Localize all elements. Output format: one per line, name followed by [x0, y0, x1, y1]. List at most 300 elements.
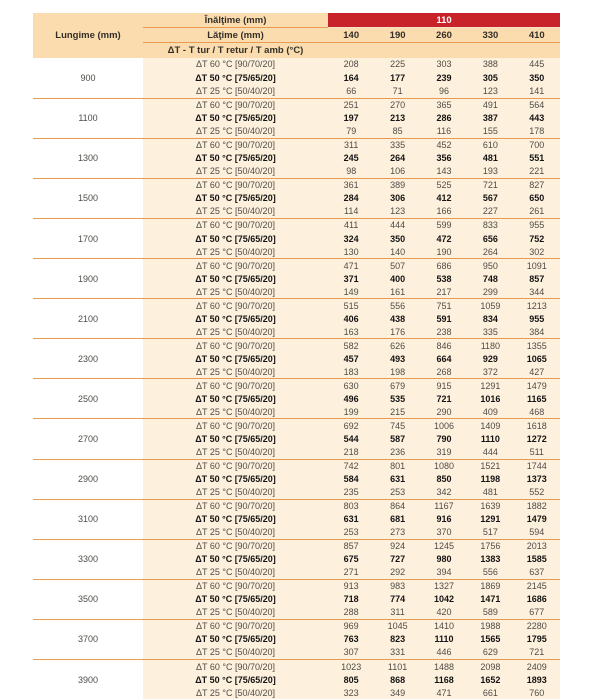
heat-output-value: 833 — [467, 219, 513, 232]
heat-output-value: 290 — [421, 405, 467, 418]
heat-output-value: 496 — [328, 392, 374, 405]
heat-output-value: 803 — [328, 500, 374, 513]
delta-t-label: ΔT 25 °C [50/40/20] — [143, 84, 328, 97]
heat-output-value: 805 — [328, 673, 374, 686]
delta-t-label: ΔT 60 °C [90/70/20] — [143, 259, 328, 272]
heat-output-value: 1686 — [514, 593, 560, 606]
delta-t-label: ΔT 60 °C [90/70/20] — [143, 139, 328, 152]
heat-output-value: 1091 — [514, 259, 560, 272]
heat-output-value: 774 — [374, 593, 420, 606]
heat-output-value: 675 — [328, 553, 374, 566]
heat-output-value: 472 — [421, 232, 467, 245]
heat-output-value: 420 — [421, 606, 467, 619]
heat-output-value: 273 — [374, 526, 420, 539]
heat-output-value: 915 — [421, 379, 467, 392]
delta-t-label: ΔT 50 °C [75/65/20] — [143, 352, 328, 365]
delta-t-label: ΔT 50 °C [75/65/20] — [143, 112, 328, 125]
length-value: 3100 — [33, 500, 143, 539]
heat-output-value: 307 — [328, 646, 374, 659]
heat-output-value: 286 — [421, 112, 467, 125]
length-value: 2700 — [33, 419, 143, 458]
heat-output-value: 1059 — [467, 299, 513, 312]
heat-output-value: 700 — [514, 139, 560, 152]
heat-output-value: 1110 — [467, 432, 513, 445]
heat-output-value: 261 — [514, 205, 560, 218]
heat-output-value: 79 — [328, 125, 374, 138]
delta-t-label: ΔT 50 °C [75/65/20] — [143, 392, 328, 405]
heat-output-value: 507 — [374, 259, 420, 272]
length-value: 900 — [33, 58, 143, 98]
heat-output-value: 302 — [514, 245, 560, 258]
heat-output-value: 344 — [514, 285, 560, 298]
heat-output-value: 742 — [328, 460, 374, 473]
heat-output-value: 239 — [421, 71, 467, 84]
heat-output-value: 517 — [467, 526, 513, 539]
heat-output-value: 349 — [374, 686, 420, 699]
heat-output-value: 515 — [328, 299, 374, 312]
length-value: 2300 — [33, 339, 143, 378]
heat-output-value: 1795 — [514, 633, 560, 646]
heat-output-value: 1291 — [467, 379, 513, 392]
heat-output-value: 1110 — [421, 633, 467, 646]
heat-output-value: 253 — [328, 526, 374, 539]
delta-t-label: ΔT 25 °C [50/40/20] — [143, 325, 328, 338]
heat-output-value: 857 — [328, 540, 374, 553]
heat-output-value: 284 — [328, 192, 374, 205]
heat-output-value: 85 — [374, 125, 420, 138]
heat-output-value: 745 — [374, 419, 420, 432]
heat-output-value: 319 — [421, 446, 467, 459]
heat-output-value: 1756 — [467, 540, 513, 553]
heat-output-value: 370 — [421, 526, 467, 539]
heat-output-value: 950 — [467, 259, 513, 272]
heat-output-value: 471 — [328, 259, 374, 272]
heat-output-value: 400 — [374, 272, 420, 285]
heat-output-value: 1291 — [467, 513, 513, 526]
heat-output-value: 208 — [328, 58, 374, 71]
heat-output-value: 445 — [514, 58, 560, 71]
height-value-band: 110 — [328, 13, 560, 28]
heat-output-value: 664 — [421, 352, 467, 365]
heat-output-value: 1167 — [421, 500, 467, 513]
heat-output-value: 721 — [514, 646, 560, 659]
delta-t-label: ΔT 60 °C [90/70/20] — [143, 500, 328, 513]
heat-output-value: 218 — [328, 446, 374, 459]
heat-output-value: 1479 — [514, 513, 560, 526]
heat-output-value: 235 — [328, 486, 374, 499]
heat-output-value: 1245 — [421, 540, 467, 553]
heat-output-value: 544 — [328, 432, 374, 445]
delta-t-label: ΔT 50 °C [75/65/20] — [143, 633, 328, 646]
length-group-3300 — [33, 539, 560, 579]
heat-output-value: 164 — [328, 71, 374, 84]
heat-output-value: 155 — [467, 125, 513, 138]
heat-output-value: 245 — [328, 152, 374, 165]
length-value: 1300 — [33, 139, 143, 178]
delta-t-row-header: ΔT - T tur / T retur / T amb (°C) — [143, 43, 328, 58]
heat-output-value: 591 — [421, 312, 467, 325]
heat-output-value: 857 — [514, 272, 560, 285]
heat-output-value: 371 — [328, 272, 374, 285]
delta-t-label: ΔT 25 °C [50/40/20] — [143, 245, 328, 258]
heat-output-value: 2145 — [514, 580, 560, 593]
header-filler — [328, 43, 560, 58]
heat-output-value: 446 — [421, 646, 467, 659]
heat-output-value: 443 — [514, 112, 560, 125]
heat-output-value: 631 — [328, 513, 374, 526]
delta-t-label: ΔT 60 °C [90/70/20] — [143, 219, 328, 232]
heat-output-value: 123 — [374, 205, 420, 218]
heat-output-value: 594 — [514, 526, 560, 539]
length-group-2500 — [33, 378, 560, 418]
heat-output-value: 681 — [374, 513, 420, 526]
heat-output-value: 438 — [374, 312, 420, 325]
length-group-3100 — [33, 499, 560, 539]
heat-output-value: 183 — [328, 365, 374, 378]
heat-output-value: 1988 — [467, 620, 513, 633]
heat-output-value: 106 — [374, 165, 420, 178]
heat-output-value: 631 — [374, 473, 420, 486]
length-value: 3700 — [33, 620, 143, 659]
heat-output-value: 587 — [374, 432, 420, 445]
heat-output-value: 650 — [514, 192, 560, 205]
heat-output-value: 299 — [467, 285, 513, 298]
heat-output-value: 198 — [374, 365, 420, 378]
heat-output-value: 116 — [421, 125, 467, 138]
heat-output-value: 481 — [467, 152, 513, 165]
table-body — [33, 58, 560, 700]
heat-output-value: 163 — [328, 325, 374, 338]
delta-t-label: ΔT 60 °C [90/70/20] — [143, 179, 328, 192]
heat-output-value: 292 — [374, 566, 420, 579]
heat-output-value: 552 — [514, 486, 560, 499]
heat-output-value: 2098 — [467, 660, 513, 673]
heat-output-value: 177 — [374, 71, 420, 84]
heat-output-value: 225 — [374, 58, 420, 71]
heat-output-value: 268 — [421, 365, 467, 378]
heat-output-value: 270 — [374, 99, 420, 112]
heat-output-value: 538 — [421, 272, 467, 285]
heat-output-value: 511 — [514, 446, 560, 459]
delta-t-label: ΔT 60 °C [90/70/20] — [143, 99, 328, 112]
heat-output-value: 251 — [328, 99, 374, 112]
heat-output-value: 801 — [374, 460, 420, 473]
heat-output-value: 718 — [328, 593, 374, 606]
heat-output-value: 288 — [328, 606, 374, 619]
delta-t-label: ΔT 60 °C [90/70/20] — [143, 460, 328, 473]
heat-output-value: 264 — [374, 152, 420, 165]
heat-output-value: 551 — [514, 152, 560, 165]
heat-output-value: 123 — [467, 84, 513, 97]
delta-t-label: ΔT 60 °C [90/70/20] — [143, 580, 328, 593]
delta-t-label: ΔT 50 °C [75/65/20] — [143, 513, 328, 526]
heat-output-value: 763 — [328, 633, 374, 646]
heat-output-value: 1383 — [467, 553, 513, 566]
heat-output-value: 306 — [374, 192, 420, 205]
heat-output-value: 468 — [514, 405, 560, 418]
heat-output-value: 1488 — [421, 660, 467, 673]
length-value: 2100 — [33, 299, 143, 338]
heat-output-value: 394 — [421, 566, 467, 579]
length-value: 3500 — [33, 580, 143, 619]
delta-t-label: ΔT 50 °C [75/65/20] — [143, 232, 328, 245]
length-group-1100 — [33, 98, 560, 138]
heat-output-value: 630 — [328, 379, 374, 392]
heat-output-value: 1101 — [374, 660, 420, 673]
radiator-output-table — [33, 13, 560, 699]
heat-output-value: 629 — [467, 646, 513, 659]
heat-output-value: 365 — [421, 99, 467, 112]
length-group-3900 — [33, 659, 560, 699]
heat-output-value: 66 — [328, 84, 374, 97]
length-group-900 — [33, 58, 560, 98]
heat-output-value: 1165 — [514, 392, 560, 405]
heat-output-value: 1409 — [467, 419, 513, 432]
delta-t-label: ΔT 50 °C [75/65/20] — [143, 473, 328, 486]
heat-output-value: 350 — [514, 71, 560, 84]
heat-output-value: 969 — [328, 620, 374, 633]
heat-output-value: 356 — [421, 152, 467, 165]
heat-output-value: 178 — [514, 125, 560, 138]
delta-t-label: ΔT 50 °C [75/65/20] — [143, 152, 328, 165]
heat-output-value: 190 — [421, 245, 467, 258]
heat-output-value: 2280 — [514, 620, 560, 633]
heat-output-value: 149 — [328, 285, 374, 298]
delta-t-label: ΔT 60 °C [90/70/20] — [143, 58, 328, 71]
length-value: 1700 — [33, 219, 143, 258]
heat-output-value: 311 — [374, 606, 420, 619]
heat-output-value: 599 — [421, 219, 467, 232]
delta-t-label: ΔT 50 °C [75/65/20] — [143, 673, 328, 686]
length-group-1900 — [33, 258, 560, 298]
heat-output-value: 444 — [374, 219, 420, 232]
heat-output-value: 457 — [328, 352, 374, 365]
delta-t-label: ΔT 50 °C [75/65/20] — [143, 312, 328, 325]
heat-output-value: 311 — [328, 139, 374, 152]
delta-t-label: ΔT 25 °C [50/40/20] — [143, 686, 328, 699]
heat-output-value: 916 — [421, 513, 467, 526]
delta-t-label: ΔT 50 °C [75/65/20] — [143, 71, 328, 84]
heat-output-value: 388 — [467, 58, 513, 71]
heat-output-value: 409 — [467, 405, 513, 418]
length-group-3700 — [33, 619, 560, 659]
heat-output-value: 215 — [374, 405, 420, 418]
heat-output-value: 491 — [467, 99, 513, 112]
heat-output-value: 335 — [374, 139, 420, 152]
heat-output-value: 199 — [328, 405, 374, 418]
heat-output-value: 323 — [328, 686, 374, 699]
height-row-header: Înălţime (mm) — [143, 13, 328, 28]
heat-output-value: 721 — [421, 392, 467, 405]
heat-output-value: 71 — [374, 84, 420, 97]
delta-t-label: ΔT 50 °C [75/65/20] — [143, 432, 328, 445]
delta-t-label: ΔT 25 °C [50/40/20] — [143, 125, 328, 138]
heat-output-value: 130 — [328, 245, 374, 258]
heat-output-value: 236 — [374, 446, 420, 459]
heat-output-value: 1471 — [467, 593, 513, 606]
length-column-header: Lungime (mm) — [33, 13, 143, 58]
delta-t-label: ΔT 60 °C [90/70/20] — [143, 660, 328, 673]
heat-output-value: 166 — [421, 205, 467, 218]
heat-output-value: 556 — [467, 566, 513, 579]
heat-output-value: 1016 — [467, 392, 513, 405]
heat-output-value: 372 — [467, 365, 513, 378]
heat-output-value: 331 — [374, 646, 420, 659]
heat-output-value: 305 — [467, 71, 513, 84]
heat-output-value: 452 — [421, 139, 467, 152]
heat-output-value: 850 — [421, 473, 467, 486]
heat-output-value: 525 — [421, 179, 467, 192]
heat-output-value: 193 — [467, 165, 513, 178]
heat-output-value: 387 — [467, 112, 513, 125]
heat-output-value: 140 — [374, 245, 420, 258]
heat-output-value: 161 — [374, 285, 420, 298]
heat-output-value: 1198 — [467, 473, 513, 486]
heat-output-value: 677 — [514, 606, 560, 619]
heat-output-value: 253 — [374, 486, 420, 499]
delta-t-label: ΔT 60 °C [90/70/20] — [143, 379, 328, 392]
heat-output-value: 1355 — [514, 339, 560, 352]
heat-output-value: 846 — [421, 339, 467, 352]
heat-output-value: 1065 — [514, 352, 560, 365]
heat-output-value: 834 — [467, 312, 513, 325]
heat-output-value: 929 — [467, 352, 513, 365]
heat-output-value: 564 — [514, 99, 560, 112]
heat-output-value: 1180 — [467, 339, 513, 352]
heat-output-value: 221 — [514, 165, 560, 178]
heat-output-value: 790 — [421, 432, 467, 445]
width-column-190: 190 — [374, 28, 420, 43]
delta-t-label: ΔT 25 °C [50/40/20] — [143, 606, 328, 619]
heat-output-value: 1080 — [421, 460, 467, 473]
delta-t-label: ΔT 25 °C [50/40/20] — [143, 646, 328, 659]
heat-output-value: 637 — [514, 566, 560, 579]
delta-t-label: ΔT 60 °C [90/70/20] — [143, 620, 328, 633]
heat-output-value: 686 — [421, 259, 467, 272]
heat-output-value: 760 — [514, 686, 560, 699]
width-column-410: 410 — [514, 28, 560, 43]
heat-output-value: 213 — [374, 112, 420, 125]
heat-output-value: 868 — [374, 673, 420, 686]
heat-output-value: 1585 — [514, 553, 560, 566]
heat-output-value: 96 — [421, 84, 467, 97]
heat-output-value: 751 — [421, 299, 467, 312]
heat-output-value: 827 — [514, 179, 560, 192]
delta-t-label: ΔT 25 °C [50/40/20] — [143, 566, 328, 579]
heat-output-value: 752 — [514, 232, 560, 245]
heat-output-value: 924 — [374, 540, 420, 553]
heat-output-value: 1479 — [514, 379, 560, 392]
delta-t-label: ΔT 25 °C [50/40/20] — [143, 365, 328, 378]
length-value: 3300 — [33, 540, 143, 579]
heat-output-value: 1023 — [328, 660, 374, 673]
heat-output-value: 271 — [328, 566, 374, 579]
heat-output-value: 656 — [467, 232, 513, 245]
heat-output-value: 721 — [467, 179, 513, 192]
length-group-2900 — [33, 459, 560, 499]
heat-output-value: 324 — [328, 232, 374, 245]
delta-t-label: ΔT 50 °C [75/65/20] — [143, 593, 328, 606]
length-value: 1500 — [33, 179, 143, 218]
heat-output-value: 238 — [421, 325, 467, 338]
delta-t-label: ΔT 50 °C [75/65/20] — [143, 192, 328, 205]
heat-output-value: 481 — [467, 486, 513, 499]
heat-output-value: 493 — [374, 352, 420, 365]
heat-output-value: 584 — [328, 473, 374, 486]
heat-output-value: 264 — [467, 245, 513, 258]
heat-output-value: 342 — [421, 486, 467, 499]
heat-output-value: 389 — [374, 179, 420, 192]
delta-t-label: ΔT 50 °C [75/65/20] — [143, 553, 328, 566]
heat-output-value: 913 — [328, 580, 374, 593]
heat-output-value: 1213 — [514, 299, 560, 312]
width-column-330: 330 — [467, 28, 513, 43]
heat-output-value: 610 — [467, 139, 513, 152]
heat-output-value: 303 — [421, 58, 467, 71]
delta-t-label: ΔT 60 °C [90/70/20] — [143, 540, 328, 553]
length-value: 2900 — [33, 460, 143, 499]
length-group-2700 — [33, 418, 560, 458]
delta-t-label: ΔT 25 °C [50/40/20] — [143, 486, 328, 499]
heat-output-value: 983 — [374, 580, 420, 593]
width-row-header: Lăţime (mm) — [143, 28, 328, 43]
heat-output-value: 143 — [421, 165, 467, 178]
heat-output-value: 471 — [421, 686, 467, 699]
width-column-140: 140 — [328, 28, 374, 43]
heat-output-value: 427 — [514, 365, 560, 378]
heat-output-value: 361 — [328, 179, 374, 192]
heat-output-value: 1652 — [467, 673, 513, 686]
length-group-1700 — [33, 218, 560, 258]
heat-output-value: 1042 — [421, 593, 467, 606]
heat-output-value: 1869 — [467, 580, 513, 593]
heat-output-value: 350 — [374, 232, 420, 245]
heat-output-value: 692 — [328, 419, 374, 432]
heat-output-value: 1521 — [467, 460, 513, 473]
heat-output-value: 1744 — [514, 460, 560, 473]
delta-t-label: ΔT 25 °C [50/40/20] — [143, 165, 328, 178]
delta-t-label: ΔT 60 °C [90/70/20] — [143, 339, 328, 352]
delta-t-label: ΔT 25 °C [50/40/20] — [143, 205, 328, 218]
heat-output-value: 1639 — [467, 500, 513, 513]
table-header — [33, 13, 560, 58]
length-value: 3900 — [33, 660, 143, 699]
delta-t-label: ΔT 50 °C [75/65/20] — [143, 272, 328, 285]
heat-output-value: 955 — [514, 312, 560, 325]
heat-output-value: 2409 — [514, 660, 560, 673]
length-group-1300 — [33, 138, 560, 178]
heat-output-value: 556 — [374, 299, 420, 312]
heat-output-value: 176 — [374, 325, 420, 338]
heat-output-value: 727 — [374, 553, 420, 566]
length-group-3500 — [33, 579, 560, 619]
heat-output-value: 980 — [421, 553, 467, 566]
delta-t-label: ΔT 25 °C [50/40/20] — [143, 285, 328, 298]
heat-output-value: 864 — [374, 500, 420, 513]
heat-output-value: 535 — [374, 392, 420, 405]
heat-output-value: 1882 — [514, 500, 560, 513]
heat-output-value: 1327 — [421, 580, 467, 593]
heat-output-value: 227 — [467, 205, 513, 218]
length-group-1500 — [33, 178, 560, 218]
heat-output-value: 1565 — [467, 633, 513, 646]
heat-output-value: 197 — [328, 112, 374, 125]
heat-output-value: 582 — [328, 339, 374, 352]
heat-output-value: 1893 — [514, 673, 560, 686]
heat-output-value: 661 — [467, 686, 513, 699]
length-value: 1900 — [33, 259, 143, 298]
length-value: 2500 — [33, 379, 143, 418]
